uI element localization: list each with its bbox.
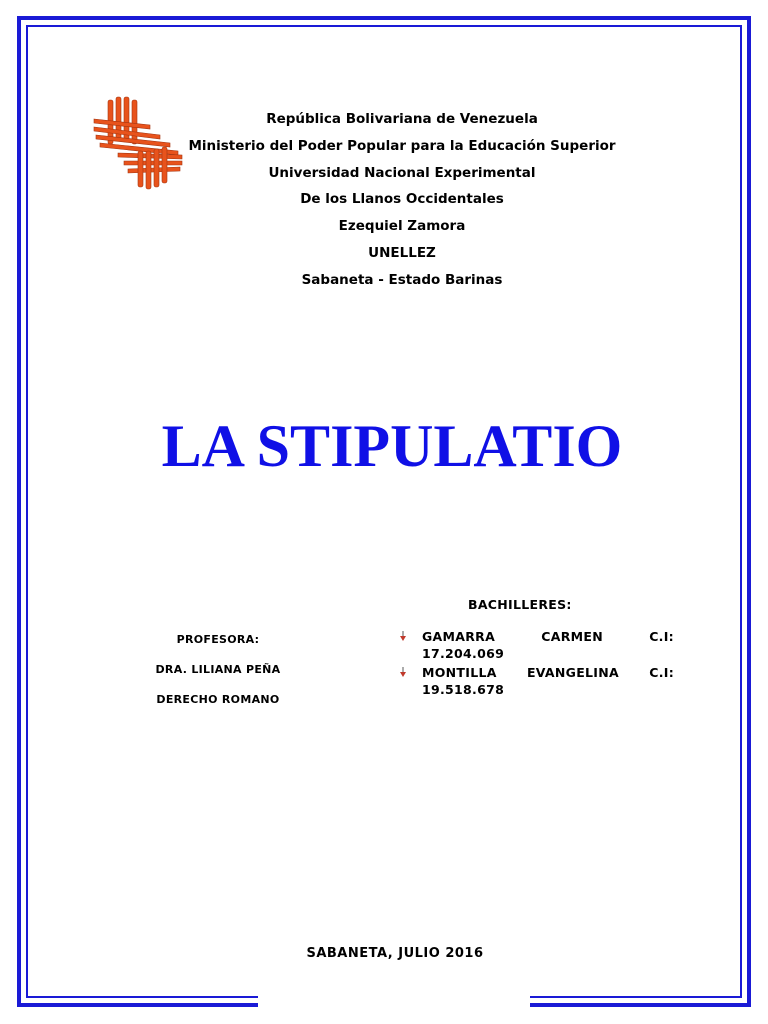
header-line-university: Universidad Nacional Experimental <box>268 164 536 181</box>
student-surname: GAMARRA <box>422 629 496 644</box>
student-ci: 17.204.069 <box>422 646 505 661</box>
arrow-bullet-icon <box>398 630 408 642</box>
student-ci-label: C.I: <box>649 665 674 680</box>
arrow-bullet-icon <box>398 666 408 678</box>
header-line-location: Sabaneta - Estado Barinas <box>301 271 503 288</box>
student-ci-label: C.I: <box>649 629 674 644</box>
profesora-name: DRA. LILIANA PEÑA <box>155 663 281 676</box>
course-subject: DERECHO ROMANO <box>156 693 280 706</box>
header-line-name: Ezequiel Zamora <box>338 218 466 235</box>
bachilleres-label: BACHILLERES: <box>468 597 572 612</box>
student-ci: 19.518.678 <box>422 682 505 697</box>
header-line-ministry: Ministerio del Poder Popular para la Educación Superior <box>188 137 616 154</box>
student-surname: MONTILLA <box>422 665 497 680</box>
header-line-republic: República Bolivariana de Venezuela <box>266 111 538 127</box>
student-name: CARMEN <box>541 629 603 644</box>
place-date: SABANETA, JULIO 2016 <box>306 946 484 961</box>
profesora-label: PROFESORA: <box>176 633 260 646</box>
header-line-acronym: UNELLEZ <box>368 244 436 261</box>
page-border-gap <box>258 992 530 1010</box>
student-name: EVANGELINA <box>526 665 619 680</box>
header-line-region: De los Llanos Occidentales <box>300 191 504 208</box>
profesora-block <box>118 630 318 720</box>
document-title: LA STIPULATIO <box>161 413 623 479</box>
institution-header <box>0 109 768 297</box>
